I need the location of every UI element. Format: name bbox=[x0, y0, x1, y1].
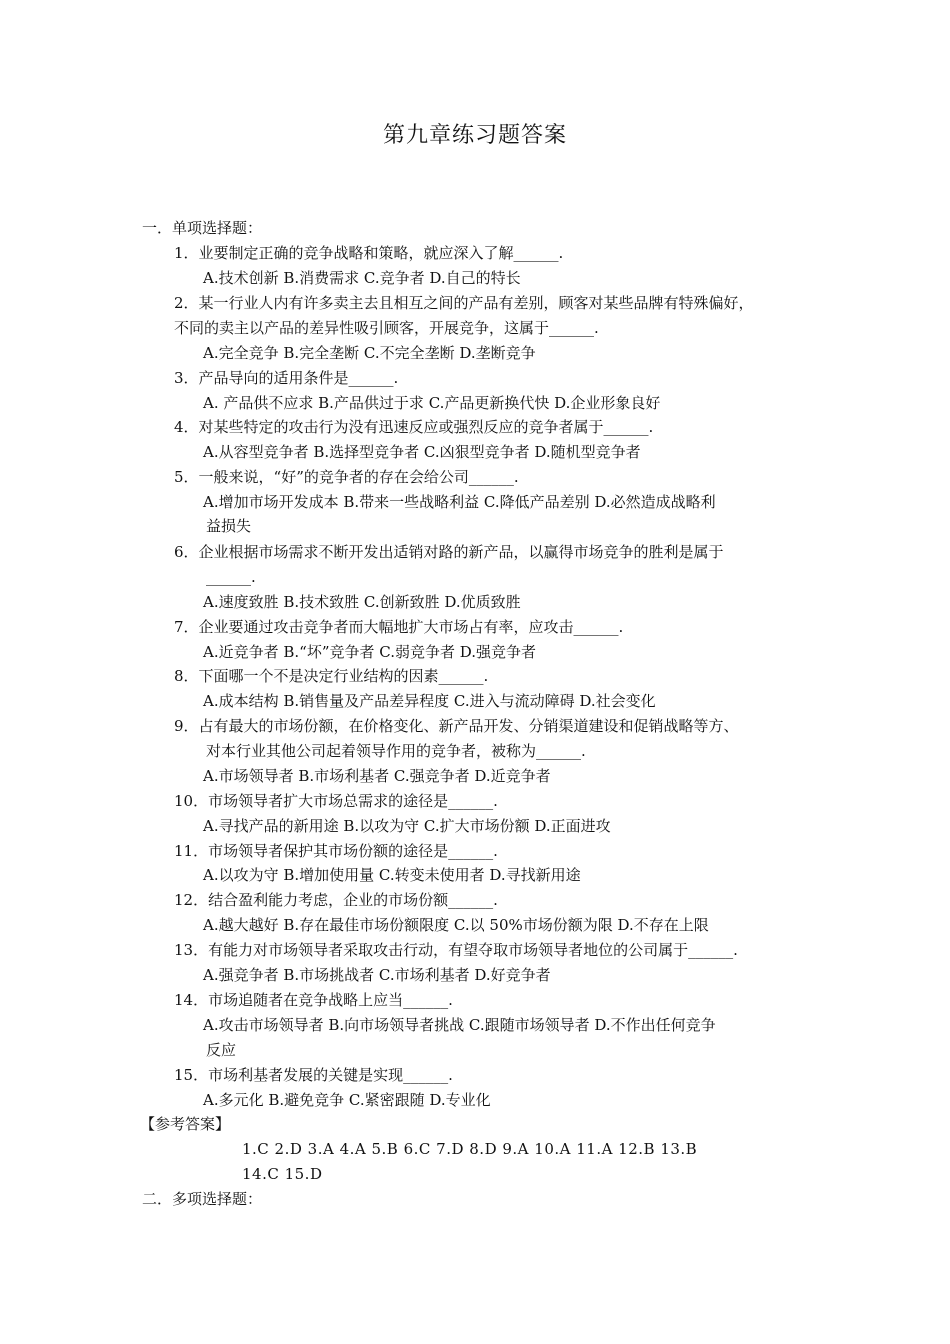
answer-key-line-2: 14.C 15.D bbox=[242, 1165, 323, 1183]
question-5-options-line-1: A.增加市场开发成本 B.带来一些战略利益 C.降低产品差别 D.必然造成战略利 bbox=[203, 493, 716, 511]
question-6-line-2: ______. bbox=[206, 568, 256, 586]
question-10: 10．市场领导者扩大市场总需求的途径是______. bbox=[174, 792, 498, 810]
reference-answer-heading: 【参考答案】 bbox=[140, 1115, 231, 1133]
question-8-options: A.成本结构 B.销售量及产品差异程度 C.进入与流动障碍 D.社会变化 bbox=[203, 692, 656, 710]
section-heading-single-choice: 一．单项选择题： bbox=[142, 219, 263, 237]
question-9-options: A.市场领导者 B.市场利基者 C.强竞争者 D.近竞争者 bbox=[203, 767, 551, 785]
question-5: 5．一般来说，“好”的竞争者的存在会给公司______. bbox=[174, 468, 519, 486]
question-7: 7．企业要通过攻击竞争者而大幅地扩大市场占有率，应攻击______. bbox=[174, 618, 624, 636]
question-3: 3．产品导向的适用条件是______. bbox=[174, 369, 399, 387]
question-6-line-1: 6．企业根据市场需求不断开发出适销对路的新产品，以赢得市场竞争的胜利是属于 bbox=[174, 543, 724, 561]
question-15-options: A.多元化 B.避免竞争 C.紧密跟随 D.专业化 bbox=[203, 1091, 491, 1109]
question-6-options: A.速度致胜 B.技术致胜 C.创新致胜 D.优质致胜 bbox=[203, 593, 521, 611]
question-4-options: A.从容型竞争者 B.选择型竞争者 C.凶狠型竞争者 D.随机型竞争者 bbox=[203, 443, 641, 461]
question-15: 15．市场利基者发展的关键是实现______. bbox=[174, 1066, 453, 1084]
question-12: 12．结合盈利能力考虑，企业的市场份额______. bbox=[174, 891, 498, 909]
question-4: 4．对某些特定的攻击行为没有迅速反应或强烈反应的竞争者属于______. bbox=[174, 418, 654, 436]
page-title: 第九章练习题答案 bbox=[382, 123, 567, 148]
question-9-line-1: 9．占有最大的市场份额，在价格变化、新产品开发、分销渠道建设和促销战略等方、 bbox=[174, 717, 739, 735]
question-14-options-line-2: 反应 bbox=[206, 1041, 237, 1059]
question-10-options: A.寻找产品的新用途 B.以攻为守 C.扩大市场份额 D.正面进攻 bbox=[203, 817, 611, 835]
question-14-options-line-1: A.攻击市场领导者 B.向市场领导者挑战 C.跟随市场领导者 D.不作出任何竞争 bbox=[203, 1016, 716, 1034]
question-14: 14．市场追随者在竞争战略上应当______. bbox=[174, 991, 453, 1009]
question-5-options-line-2: 益损失 bbox=[206, 517, 252, 535]
question-11: 11．市场领导者保护其市场份额的途径是______. bbox=[174, 842, 498, 860]
question-3-options: A. 产品供不应求 B.产品供过于求 C.产品更新换代快 D.企业形象良好 bbox=[203, 394, 661, 412]
question-7-options: A.近竞争者 B.“坏”竞争者 C.弱竞争者 D.强竞争者 bbox=[203, 643, 537, 661]
question-13-options: A.强竞争者 B.市场挑战者 C.市场利基者 D.好竞争者 bbox=[203, 966, 551, 984]
answer-key-line-1: 1.C 2.D 3.A 4.A 5.B 6.C 7.D 8.D 9.A 10.A 11.A 12.B 13.B bbox=[242, 1140, 698, 1158]
question-11-options: A.以攻为守 B.增加使用量 C.转变未使用者 D.寻找新用途 bbox=[203, 866, 581, 884]
question-8: 8．下面哪一个不是决定行业结构的因素______. bbox=[174, 667, 489, 685]
question-9-line-2: 对本行业其他公司起着领导作用的竞争者，被称为______. bbox=[206, 742, 586, 760]
question-12-options: A.越大越好 B.存在最佳市场份额限度 C.以 50%市场份额为限 D.不存在上限 bbox=[203, 916, 709, 934]
question-1: 1．业要制定正确的竞争战略和策略，就应深入了解______. bbox=[174, 244, 564, 262]
question-13: 13．有能力对市场领导者采取攻击行动，有望夺取市场领导者地位的公司属于______. bbox=[174, 941, 738, 959]
section-heading-multiple-choice: 二．多项选择题： bbox=[142, 1190, 263, 1208]
question-1-options: A.技术创新 B.消费需求 C.竞争者 D.自己的特长 bbox=[203, 269, 521, 287]
question-2-line-1: 2．某一行业人内有许多卖主去且相互之间的产品有差别，顾客对某些品牌有特殊偏好， bbox=[174, 294, 754, 312]
question-2-options: A.完全竞争 B.完全垄断 C.不完全垄断 D.垄断竞争 bbox=[203, 344, 536, 362]
question-2-line-2: 不同的卖主以产品的差异性吸引顾客，开展竞争，这属于______. bbox=[174, 319, 599, 337]
